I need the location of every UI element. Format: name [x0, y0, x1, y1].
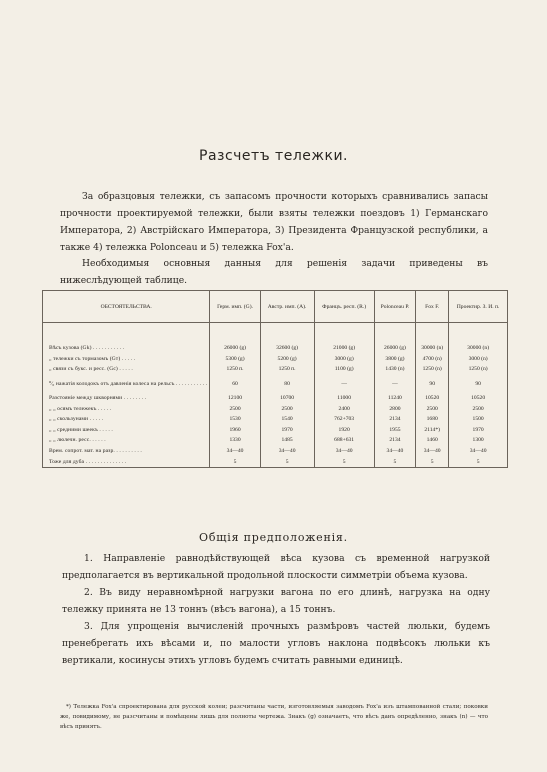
table-cell: 1430 (n) — [374, 364, 415, 375]
table-cell: 2800 — [374, 403, 415, 414]
table-row — [43, 375, 508, 393]
table-cell: 11000 — [314, 393, 374, 404]
table-cell: 12100 — [210, 393, 260, 404]
header-french: Францъ. респ. (R.) — [314, 291, 374, 323]
table-cell: 3800 (g) — [374, 354, 415, 365]
table-cell: 688+631 — [314, 435, 374, 446]
table-cell: 2500 — [210, 403, 260, 414]
row-label: „ связи съ букс. и ресс. (Gc) . . . . . — [43, 364, 210, 375]
assumption-item: 1. Направленiе равнодѣйствующей вѣса кузова съ временной нагрузкой предполагается въ вертикальной продольной плоскости симметрiи объема кузова. — [62, 553, 490, 581]
table-cell: 30000 (n) — [449, 343, 508, 354]
table-cell: 34—40 — [260, 446, 314, 457]
row-label: Врем. сопрот. мат. на разр. . . . . . . . . . — [43, 446, 210, 457]
table-cell: 1300 — [449, 435, 508, 446]
table-cell: 1955 — [374, 425, 415, 436]
table-row — [43, 456, 508, 467]
row-label: Разстоянiе между шкворнями . . . . . . . . — [43, 393, 210, 404]
table-cell: 1970 — [449, 425, 508, 436]
header-conditions: ОБСТОЯТЕЛЬСТВА. — [43, 291, 210, 323]
table-cell: — — [374, 375, 415, 393]
row-label: „ „ скользунами . . . . . — [43, 414, 210, 425]
table-cell: 5 — [449, 456, 508, 467]
table-row — [43, 364, 508, 375]
table-cell: 3000 (g) — [314, 354, 374, 365]
row-label: Вѣсъ кузова (Gk) . . . . . . . . . . . — [43, 343, 210, 354]
row-label: Тоже для дуба . . . . . . . . . . . . . . — [43, 456, 210, 467]
row-label: „ тележки съ тормазомъ (Gт) . . . . . — [43, 354, 210, 365]
table-cell: 60 — [210, 375, 260, 393]
table-cell: 1960 — [210, 425, 260, 436]
table-cell: 1250 (n) — [449, 364, 508, 375]
table-row — [43, 393, 508, 404]
data-table — [42, 290, 508, 468]
table-cell: 5 — [416, 456, 449, 467]
table-cell: 2400 — [314, 403, 374, 414]
table-row — [43, 446, 508, 457]
table-cell: 5 — [314, 456, 374, 467]
assumptions-list — [62, 550, 490, 669]
table-cell: 34—40 — [210, 446, 260, 457]
table-row — [43, 425, 508, 436]
assumptions-heading: Общiя предположенiя. — [199, 531, 348, 544]
footnote: *) Тележка Fox'a спроектирована для русской колеи; разсчитаны части, изготовляемыя заводомъ Fox'a изъ штампованной стали; поковки же, повидимому, не разсчитаны и помѣщены лишь для полноты чертежа. Знакъ (g) означаетъ, что вѣсъ данъ опредѣленно, знакъ (n) — что вѣсъ принятъ. — [60, 704, 488, 730]
table-cell: 26000 (g) — [210, 343, 260, 354]
table-cell: 2500 — [416, 403, 449, 414]
table-cell: 90 — [416, 375, 449, 393]
table-cell: 10700 — [260, 393, 314, 404]
table-cell: 5200 (g) — [260, 354, 314, 365]
table-cell: 11240 — [374, 393, 415, 404]
table-cell: 1920 — [314, 425, 374, 436]
intro-paragraph-1: За образцовыя тележки, съ запасомъ прочности которыхъ сравнивались запасы прочности проектируемой тележки, были взяты тележки поездовъ 1) Германскаго Императора, 2) Австрiйскаго Императора, 3) Президента Французской республики, а также 4) тележка Polonceau и 5) тележка Fox'a. — [60, 191, 488, 253]
table-cell: 30000 (n) — [416, 343, 449, 354]
table-cell: — — [314, 375, 374, 393]
table-cell: 1250 (n) — [416, 364, 449, 375]
table-cell: 32600 (g) — [260, 343, 314, 354]
table-cell: 1460 — [416, 435, 449, 446]
assumption-item: 3. Для упрощенiя вычисленiй прочныхъ размѣровъ частей люльки, будемъ пренебрегать ихъ вѣсами и, по малости угловъ наклона подвѣсокъ люльки къ вертикали, косинусы этихъ угловъ будемъ считать равными единицѣ. — [62, 621, 490, 666]
table-cell: 2134 — [374, 414, 415, 425]
table-cell: 1330 — [210, 435, 260, 446]
table-cell: 10520 — [449, 393, 508, 404]
table-cell: 5 — [210, 456, 260, 467]
table-row — [43, 354, 508, 365]
intro-paragraph-2: Необходимыя основныя данныя для решенiя задачи приведены въ нижеслѣдующей таблице. — [60, 258, 488, 286]
table-cell: 34—40 — [416, 446, 449, 457]
table-cell: 1970 — [260, 425, 314, 436]
table-cell: 34—40 — [374, 446, 415, 457]
table-cell: 3000 (n) — [449, 354, 508, 365]
table-cell: 21000 (g) — [314, 343, 374, 354]
table-cell: 2500 — [449, 403, 508, 414]
table-cell: 34—40 — [314, 446, 374, 457]
table-cell: 90 — [449, 375, 508, 393]
table-cell: 5 — [260, 456, 314, 467]
row-label: „ „ средними шеекъ . . . . . — [43, 425, 210, 436]
table-cell: 1250 п. — [260, 364, 314, 375]
page-title: Разсчетъ тележки. — [199, 148, 348, 164]
header-fox: Fox F. — [416, 291, 449, 323]
table-cell: 1540 — [260, 414, 314, 425]
table-cell: 1500 — [449, 414, 508, 425]
table-spacer-row — [43, 323, 508, 344]
assumption-item: 2. Въ виду неравномѣрной нагрузки вагона по его длинѣ, нагрузка на одну тележку принята не 13 тоннъ (вѣсъ вагона), а 15 тоннъ. — [62, 587, 490, 615]
table-cell: 4700 (n) — [416, 354, 449, 365]
table-cell: 1530 — [210, 414, 260, 425]
header-german: Герм. имп. (G). — [210, 291, 260, 323]
header-austrian: Австр. имп. (A). — [260, 291, 314, 323]
header-polonceau: Polonceau P. — [374, 291, 415, 323]
table-row — [43, 414, 508, 425]
table-row — [43, 343, 508, 354]
header-projected: Проектир. З. И. п. — [449, 291, 508, 323]
table-cell: 2114*) — [416, 425, 449, 436]
row-label: ⁰⁄₀ нажатiя колодокъ отъ давленiя колеса на рельсъ . . . . . . . . . . . — [43, 375, 210, 393]
table-cell: 1250 п. — [210, 364, 260, 375]
table-cell: 10520 — [416, 393, 449, 404]
table-cell: 1485 — [260, 435, 314, 446]
table-cell: 2500 — [260, 403, 314, 414]
row-label: „ „ осямъ тележекъ . . . . . — [43, 403, 210, 414]
table-cell: 1680 — [416, 414, 449, 425]
table-cell: 1100 (g) — [314, 364, 374, 375]
table-cell: 2134 — [374, 435, 415, 446]
table-cell: 762+703 — [314, 414, 374, 425]
table-row — [43, 403, 508, 414]
table-cell: 34—40 — [449, 446, 508, 457]
table-cell: 26000 (g) — [374, 343, 415, 354]
row-label: „ „ люлечн. ресс. . . . . . — [43, 435, 210, 446]
table-cell: 5300 (g) — [210, 354, 260, 365]
table-row — [43, 435, 508, 446]
table-cell: 80 — [260, 375, 314, 393]
table-cell: 5 — [374, 456, 415, 467]
table-header-row — [43, 291, 508, 323]
